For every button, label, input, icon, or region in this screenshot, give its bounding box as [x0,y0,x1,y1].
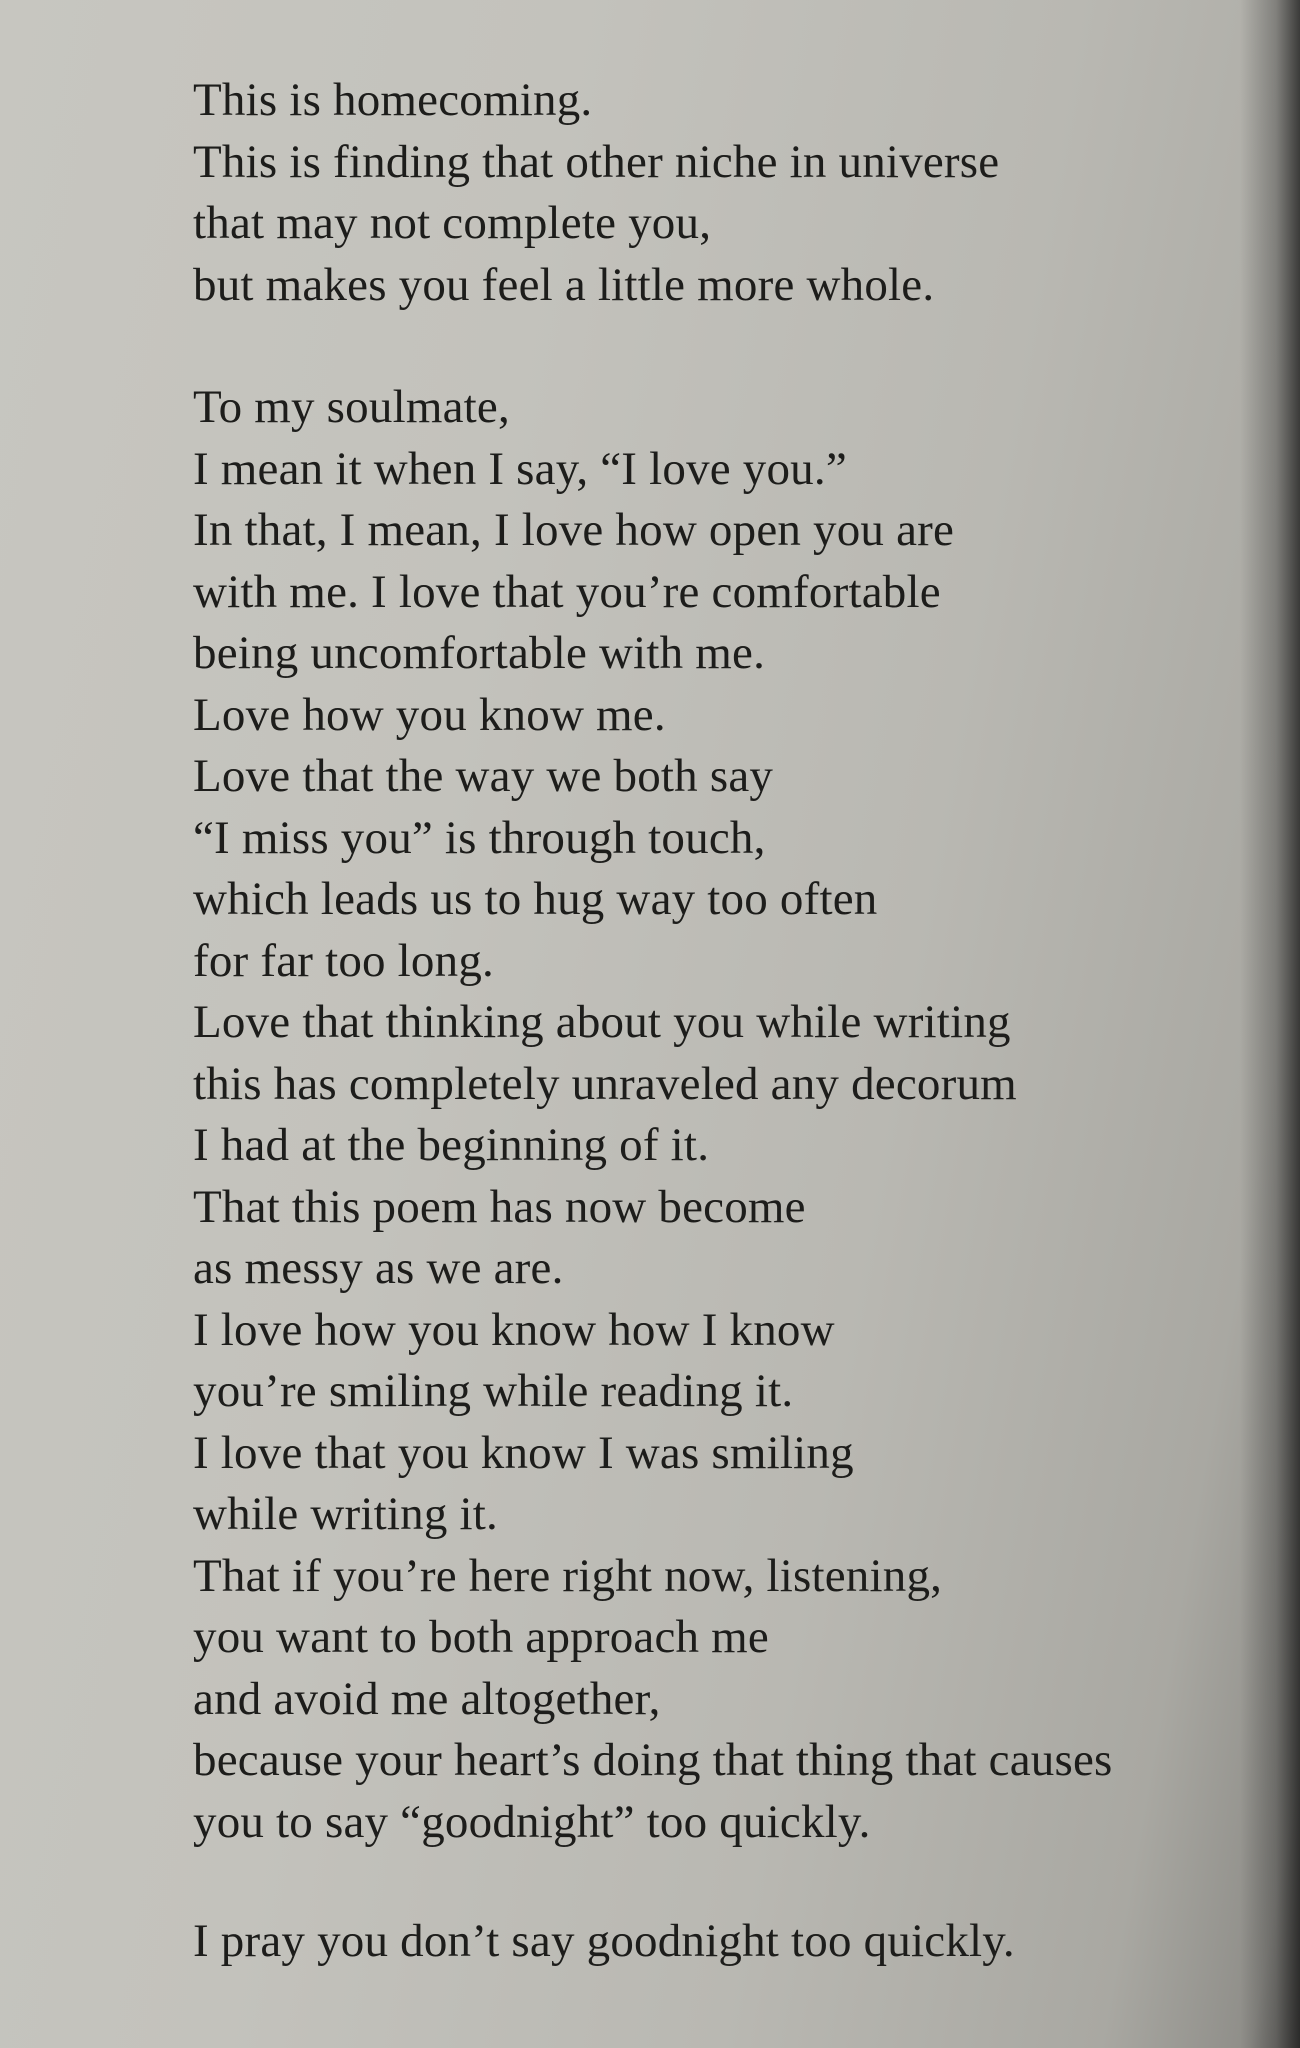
poem-line: that may not complete you, [193,197,712,249]
poem-line: because your heart’s doing that thing that causes [193,1734,1113,1786]
poem-line: which leads us to hug way too often [193,873,878,925]
poem-text [193,70,1253,1973]
poem-line: Love that the way we both say [193,750,774,802]
poem-line: you’re smiling while reading it. [193,1365,794,1417]
poem-line: with me. I love that you’re comfortable [193,565,941,618]
poem-line: Love how you know me. [193,688,666,741]
poem-line: being uncomfortable with me. [193,627,766,679]
poem-line: this has completely unraveled any decorum [193,1057,1017,1110]
page-gutter-shadow [1240,0,1300,2048]
poem-line: I had at the beginning of it. [193,1119,710,1171]
stanza-2 [193,377,1253,1853]
poem-line: This is homecoming. [193,74,593,126]
poem-line: I love that you know I was smiling [193,1426,854,1479]
poem-line: Love that thinking about you while writing [193,996,1011,1048]
stanza-3 [193,1911,1253,1973]
poem-line: as messy as we are. [193,1242,564,1294]
poem-line: for far too long. [193,934,494,987]
poem-line: while writing it. [193,1488,498,1540]
poem-line: I love how you know how I know [193,1303,835,1356]
poem-line: In that, I mean, I love how open you are [193,504,955,556]
poem-line: you to say “goodnight” too quickly. [193,1795,871,1848]
poem-line: To my soulmate, [193,381,510,433]
poem-line: That this poem has now become [193,1180,806,1233]
stanza-1 [193,70,1253,316]
poem-line: This is finding that other niche in universe [193,135,1000,188]
poem-line: I pray you don’t say goodnight too quickly. [193,1915,1015,1967]
poem-line: I mean it when I say, “I love you.” [193,442,847,495]
poem-line: but makes you feel a little more whole. [193,258,935,311]
poem-line: and avoid me altogether, [193,1672,661,1725]
poem-line: you want to both approach me [193,1611,769,1663]
poem-line: That if you’re here right now, listening, [193,1549,943,1602]
poem-line: “I miss you” is through touch, [193,811,766,864]
